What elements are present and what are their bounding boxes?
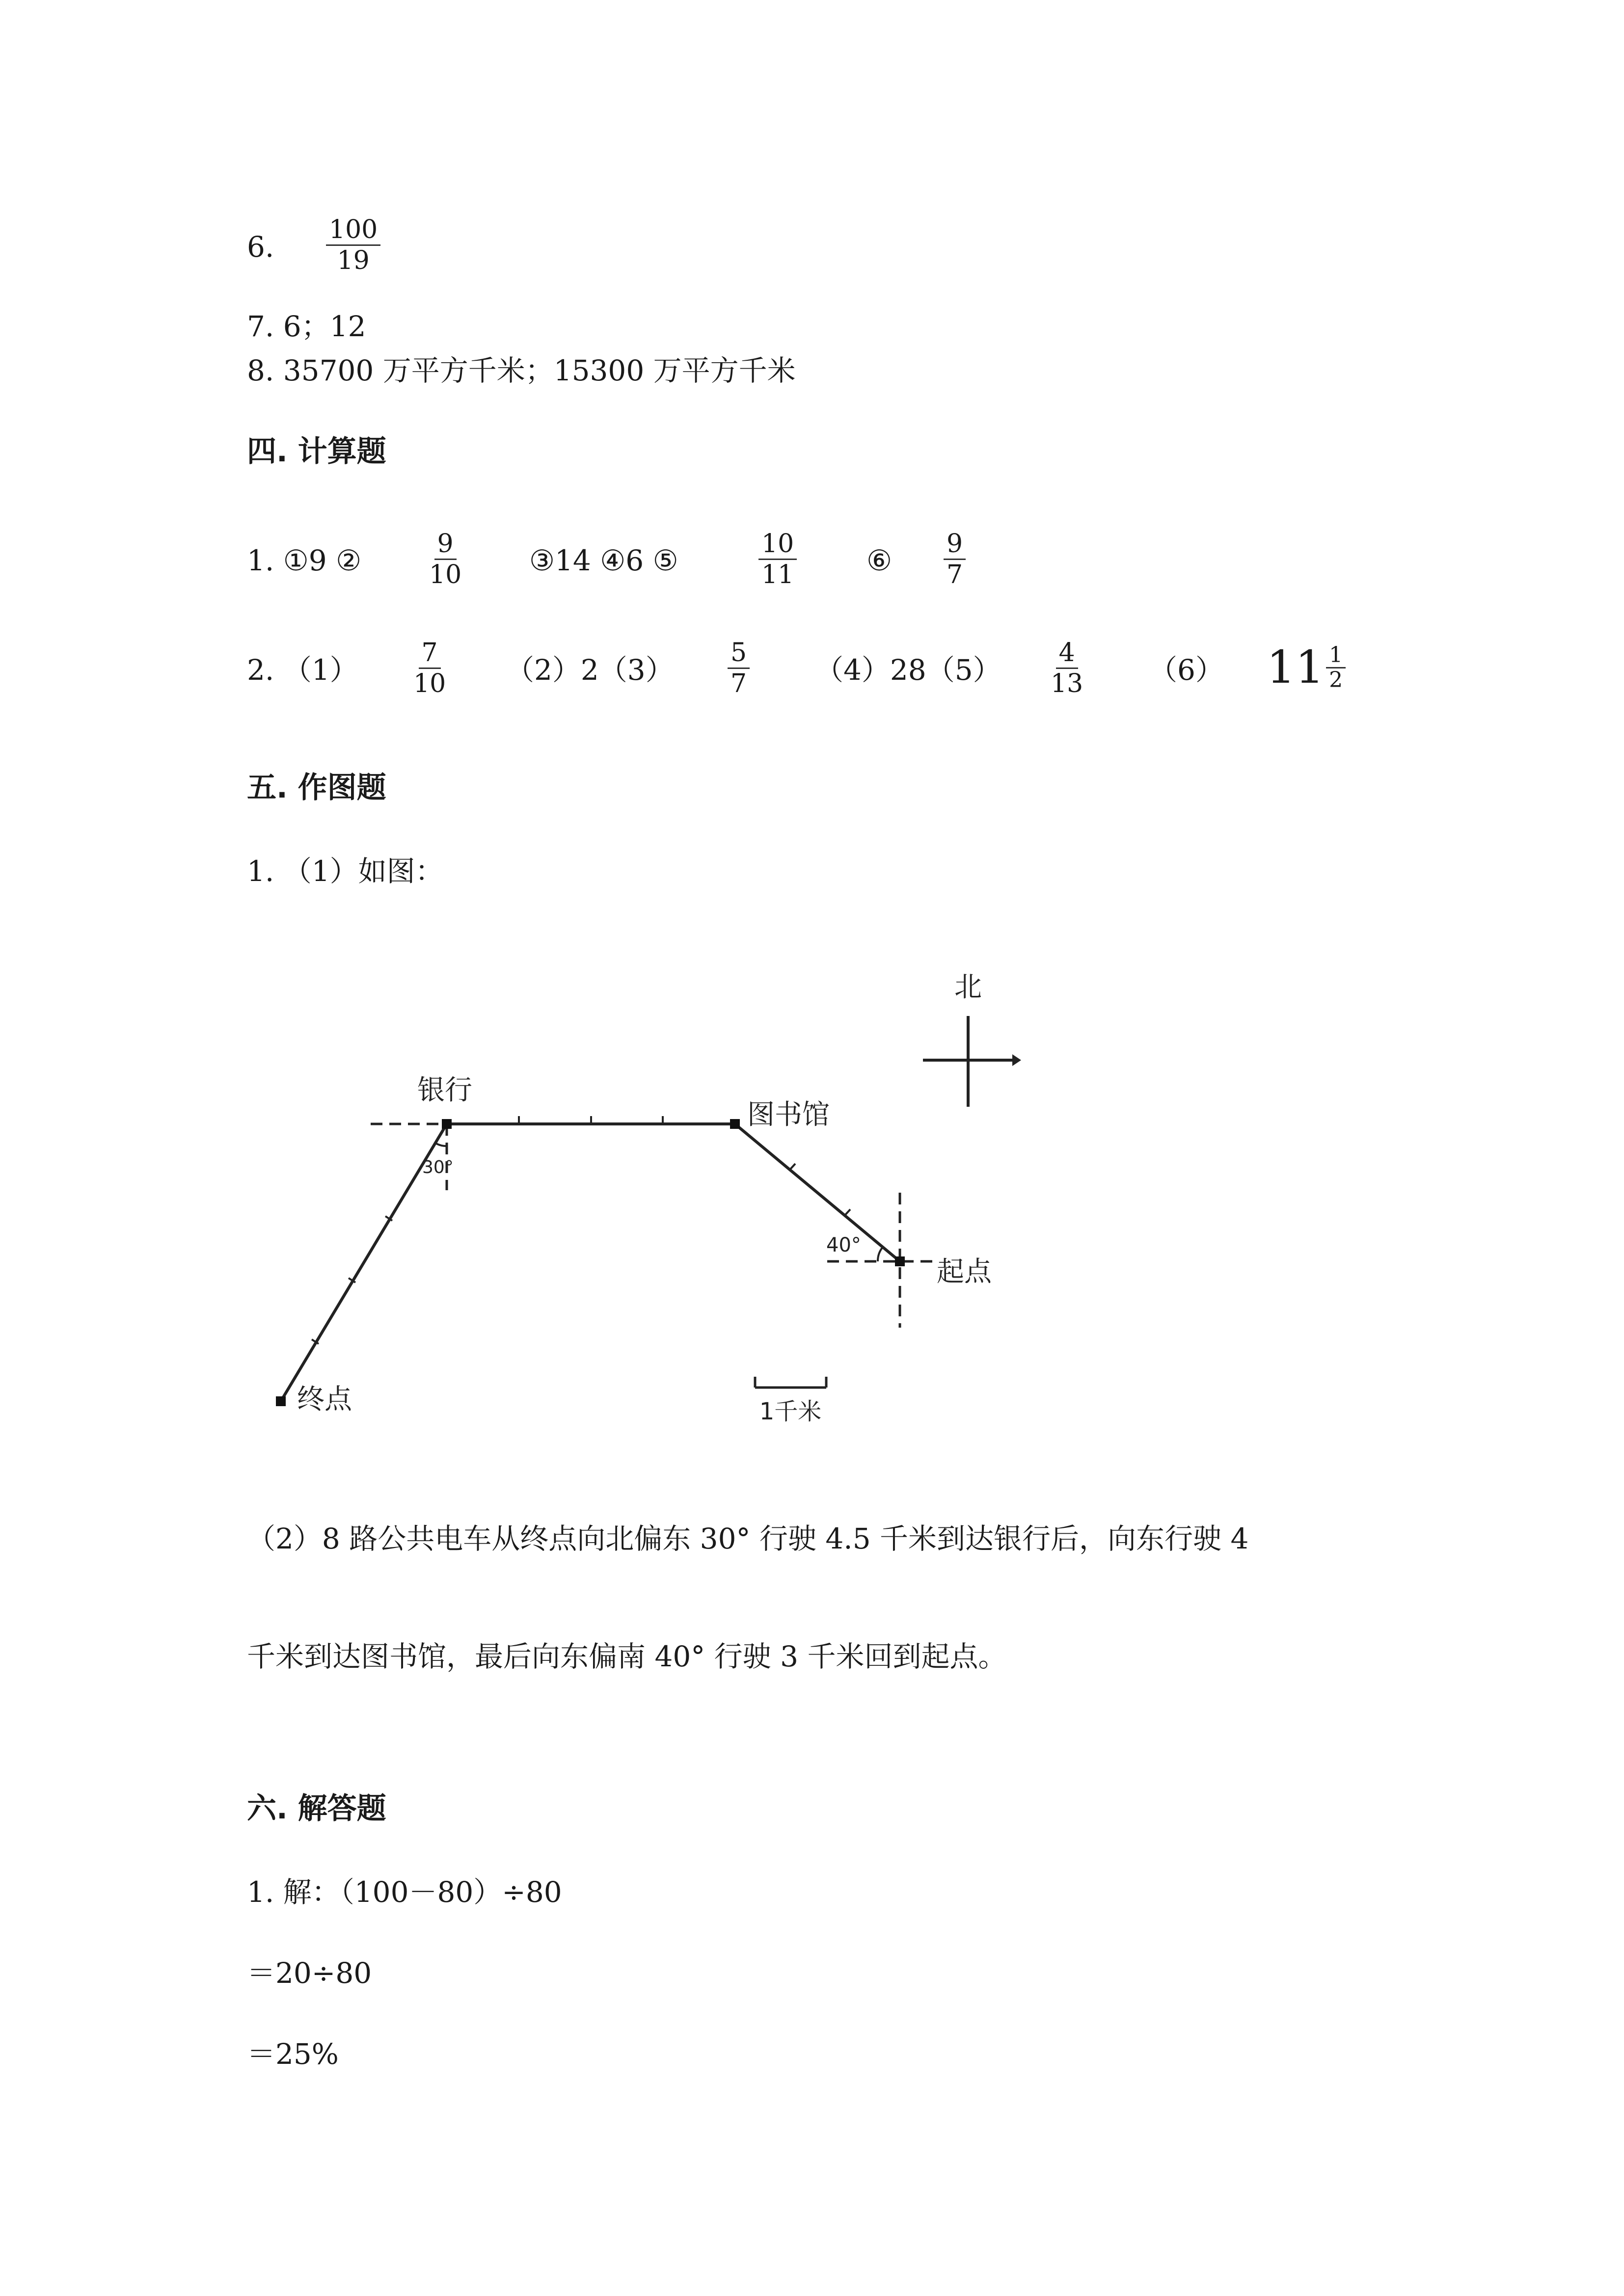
section4-title: 四. 计算题 (247, 434, 386, 469)
angle-start-label: 40° (826, 1234, 861, 1256)
library-point (730, 1119, 740, 1129)
denominator: 7 (731, 669, 747, 698)
compass-icon (923, 1016, 1012, 1107)
angle-bank-label: 30° (422, 1157, 454, 1177)
s5-q2-line1: （2）8 路公共电车从终点向北偏东 30° 行驶 4.5 千米到达银行后，向东行驶 4 (247, 1522, 1249, 1555)
section5-title: 五. 作图题 (247, 771, 386, 805)
s4-q2-p4: （6） (1149, 653, 1224, 687)
s4-q2-p2: （2）2（3） (506, 653, 674, 687)
q6-numerator: 100 (326, 215, 380, 246)
s4-q1-fraction-c (944, 529, 966, 589)
s4-q2-mixed-number (1267, 643, 1346, 692)
numerator: 9 (944, 529, 966, 560)
s6-line1: 1. 解：（100－80）÷80 (247, 1875, 562, 1909)
scale-label: 1千米 (759, 1398, 822, 1425)
north-label: 北 (954, 971, 982, 1003)
s6-line3: ＝25% (247, 2037, 339, 2071)
s4-q2-p1: 2. （1） (247, 653, 358, 687)
q7-answer: 7. 6；12 (247, 310, 366, 343)
s5-q2-line2: 千米到达图书馆，最后向东偏南 40° 行驶 3 千米回到起点。 (247, 1640, 1007, 1673)
route-library-to-start (735, 1124, 900, 1261)
denominator: 2 (1329, 667, 1343, 693)
denominator: 10 (413, 669, 446, 698)
numerator: 5 (728, 638, 750, 669)
s4-q1-fraction-a (426, 529, 464, 589)
denominator: 11 (761, 560, 794, 589)
section6-title: 六. 解答题 (247, 1791, 386, 1826)
s4-q1-label: 1. ①9 ② (247, 544, 362, 577)
numerator: 10 (758, 529, 797, 560)
start-point (895, 1256, 905, 1266)
denominator: 13 (1051, 669, 1083, 698)
s5-q1-label: 1. （1）如图： (247, 854, 444, 888)
q6-fraction (326, 215, 380, 275)
scale-bar (755, 1377, 826, 1388)
numerator: 7 (419, 638, 441, 669)
end-point (276, 1396, 286, 1406)
numerator: 4 (1056, 638, 1078, 669)
s4-q2-fraction-a (410, 638, 449, 698)
s4-q2-fraction-b (728, 638, 750, 698)
mixed-whole: 11 (1267, 641, 1325, 694)
denominator: 10 (429, 560, 462, 589)
s4-q2-fraction-c (1048, 638, 1086, 698)
mixed-fraction (1326, 643, 1346, 692)
q6-denominator: 19 (337, 246, 370, 275)
route-end-to-bank (281, 1124, 447, 1401)
numerator: 1 (1326, 643, 1346, 668)
bank-point (442, 1119, 452, 1129)
east-arrow-icon (1012, 1054, 1021, 1066)
q6-label: 6. (247, 230, 274, 264)
bank-label: 银行 (417, 1074, 472, 1106)
angle-arc-bank (435, 1143, 447, 1146)
library-label: 图书馆 (747, 1099, 830, 1131)
end-label: 终点 (297, 1384, 352, 1415)
angle-arc-start (878, 1247, 883, 1261)
s4-q2-p3: （4）28（5） (815, 653, 1001, 687)
s4-q1-mid: ③14 ④6 ⑤ (529, 544, 678, 577)
q8-answer: 8. 35700 万平方千米；15300 万平方千米 (247, 354, 796, 387)
s4-q1-circ6: ⑥ (866, 544, 892, 577)
numerator: 9 (434, 529, 457, 560)
s4-q1-fraction-b (758, 529, 797, 589)
start-label: 起点 (937, 1256, 992, 1288)
denominator: 7 (947, 560, 963, 589)
s6-line2: ＝20÷80 (247, 1956, 372, 1990)
